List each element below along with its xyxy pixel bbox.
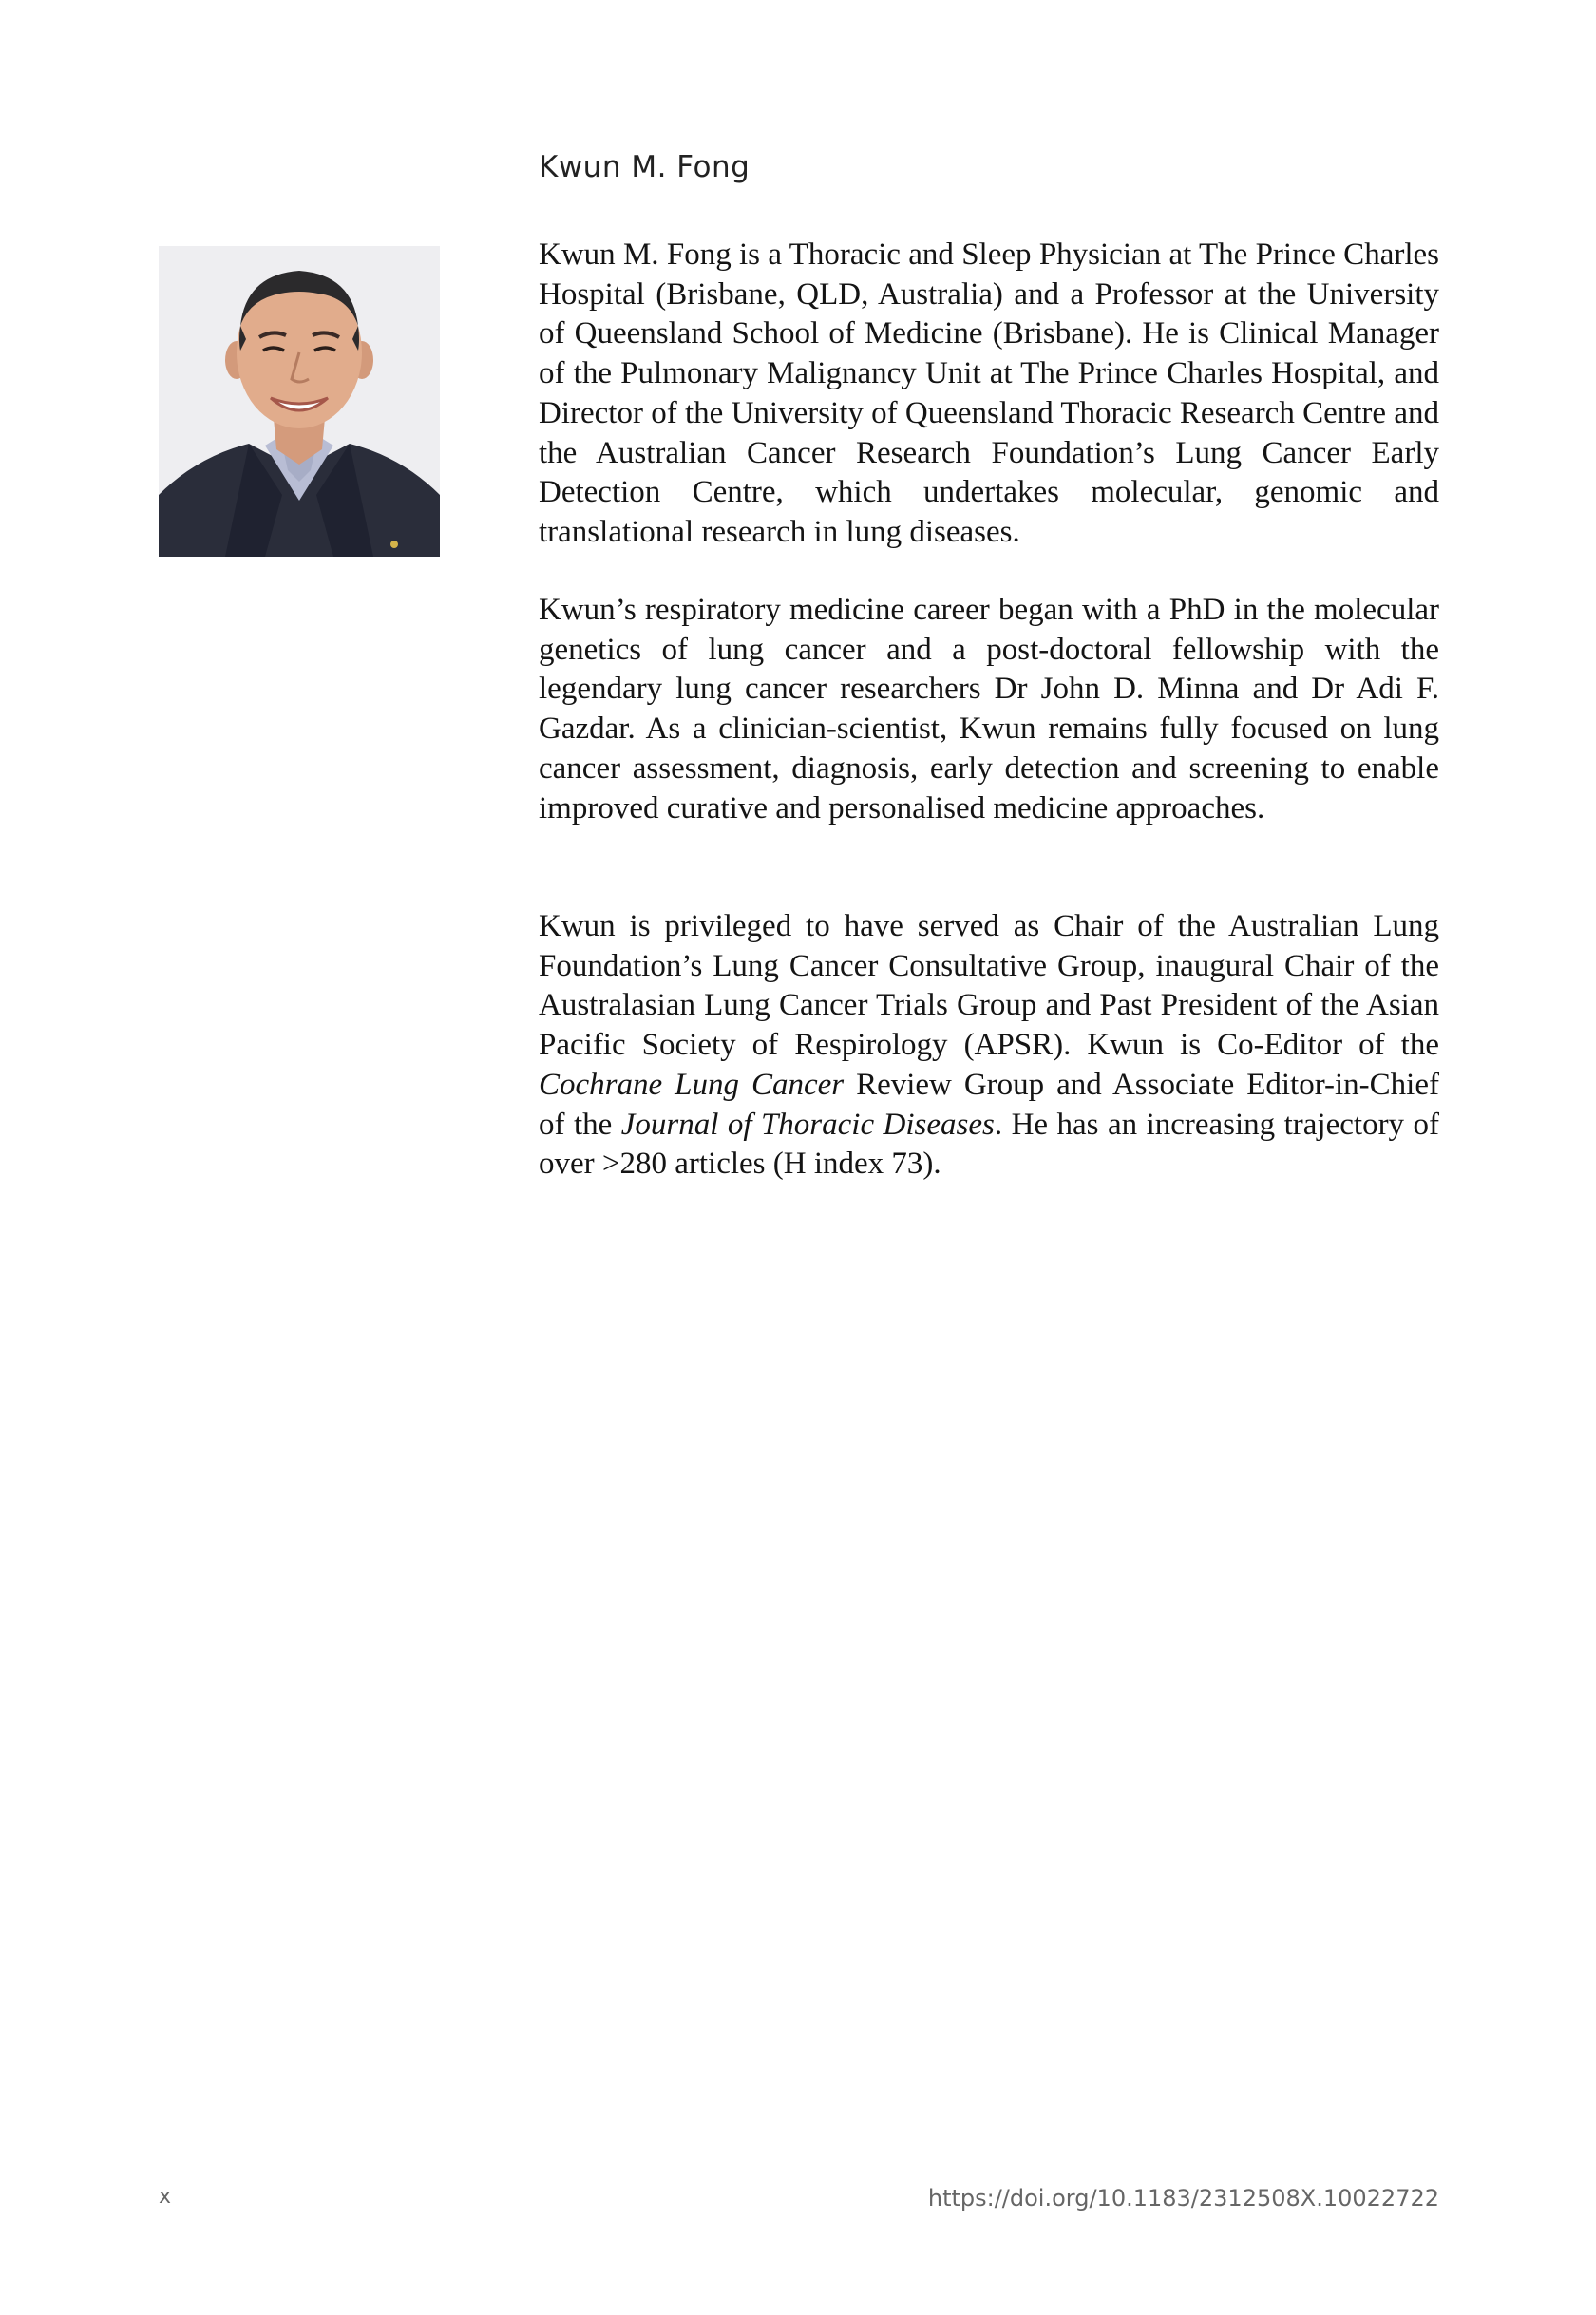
author-portrait-image: [159, 246, 440, 557]
bio-paragraph-1: Kwun M. Fong is a Thoracic and Sleep Physician at The Prince Charles Hospital (Brisbane, QLD, Australia) and a Professor at the University of Queensland School of Medicine (Brisbane). He is Clinical Manager of the Pulmonary Malignancy Unit at The Prince Charles Hospital, and Director of the University of Queensland Thoracic Research Centre and the Australian Cancer Research Foundation’s Lung Cancer Early Detection Centre, which undertakes molecular, genomic and translational research in lung diseases.: [539, 237, 1439, 549]
journal-title: Journal of Thoracic Diseases: [620, 1107, 995, 1142]
page-number: x: [159, 2185, 172, 2209]
bio-paragraph-3-part-c: . He has an increasing trajectory of over >280 articles (H index 73).: [539, 1107, 1439, 1182]
author-portrait: [159, 246, 440, 557]
doi-link[interactable]: https://doi.org/10.1183/2312508X.10022722: [927, 2185, 1439, 2211]
bio-paragraph-3: [539, 907, 1439, 1185]
bio-paragraph-3-part-b: Review Group and Associate Editor-in-Chief of the: [539, 1067, 1439, 1142]
bio-paragraph-2: Kwun’s respiratory medicine career began with a PhD in the molecular genetics of lung cancer and a post-doctoral fellowship with the legendary lung cancer researchers Dr John D. Minna and Dr Adi F. Gazdar. As a clinician-scientist, Kwun remains fully focused on lung cancer assessment, diagnosis, early detection and screening to enable improved curative and personalised medicine approaches.: [539, 593, 1439, 825]
cochrane-group-title: Cochrane Lung Cancer: [539, 1067, 845, 1102]
bio-paragraph-3-part-a: Kwun is privileged to have served as Chair of the Australian Lung Foundation’s Lung Cancer Consultative Group, inaugural Chair of the Australasian Lung Cancer Trials Group and Past President of the Asian Pacific Society of Respirology (APSR). Kwun is Co-Editor of the: [539, 909, 1439, 1063]
author-name: Kwun M. Fong: [539, 150, 750, 184]
